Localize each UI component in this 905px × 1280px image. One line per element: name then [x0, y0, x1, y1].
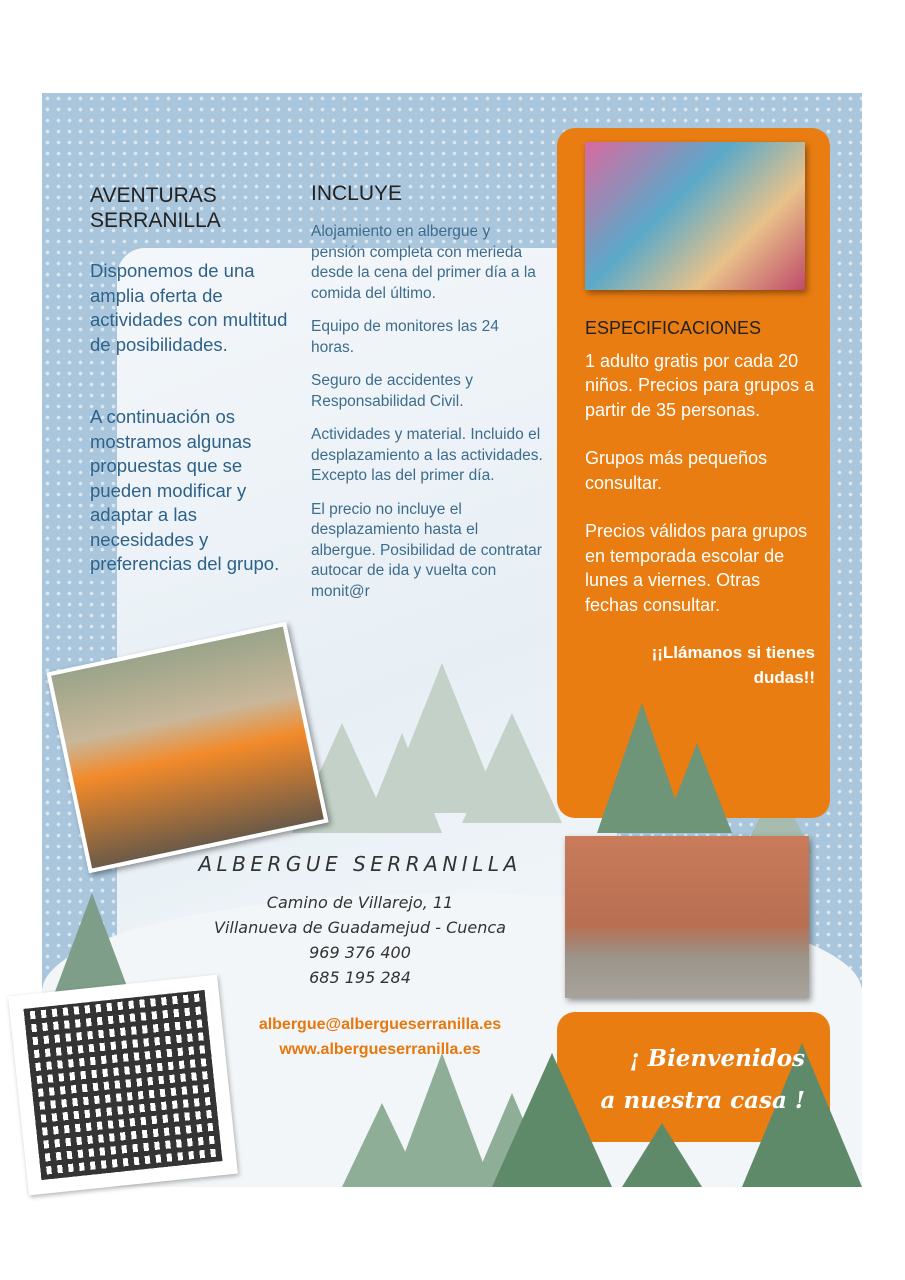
- contact-block: [150, 852, 570, 990]
- phone-1: 969 376 400: [309, 943, 411, 962]
- email-link[interactable]: albergue@albergueserranilla.es: [258, 1016, 502, 1033]
- intro-text: Disponemos de una amplia oferta de actividades con multitud de posibilidades.: [90, 260, 288, 355]
- includes-column: [311, 181, 546, 615]
- adventures-title: AVENTURAS SERRANILLA: [90, 184, 221, 232]
- website-link[interactable]: www.albergueserranilla.es: [279, 1041, 481, 1058]
- welcome-line-2: a nuestra casa !: [600, 1087, 805, 1114]
- include-item: Actividades y material. Incluido el desplazamiento a las actividades. Excepto las del primer día.: [311, 426, 543, 484]
- address-town: Villanueva de Guadamejud - Cuenca: [214, 918, 506, 937]
- call-us-text: ¡¡Llámanos si tienes dudas!!: [651, 643, 815, 687]
- qr-pattern-icon: [24, 990, 223, 1180]
- include-item: El precio no incluye el desplazamiento hasta el albergue. Posibilidad de contratar autocar de ida y vuelta con monit@r: [311, 500, 542, 600]
- links-block: [215, 1012, 545, 1062]
- include-item: Alojamiento en albergue y pensión completa con merieda desde la cena del primer día a la comida del último.: [311, 223, 536, 302]
- proposals-text: A continuación os mostramos algunas propuestas que se pueden modificar y adaptar a las necesidades y preferencias del grupo.: [90, 406, 280, 574]
- hostel-name: ALBERGUE SERRANILLA: [198, 852, 522, 876]
- address-street: Camino de Villarejo, 11: [266, 893, 454, 912]
- welcome-text: [565, 1038, 805, 1122]
- hostel-entrance-photo: [565, 836, 809, 998]
- phone-2: 685 195 284: [309, 968, 411, 987]
- include-item: Equipo de monitores las 24 horas.: [311, 318, 499, 356]
- specs-season: Precios válidos para grupos en temporada escolar de lunes a viernes. Otras fechas consultar.: [585, 521, 808, 615]
- specs-groups: 1 adulto gratis por cada 20 niños. Precios para grupos a partir de 35 personas.: [585, 350, 815, 420]
- welcome-line-1: ¡ Bienvenidos: [629, 1045, 805, 1072]
- qr-code[interactable]: [8, 975, 238, 1196]
- include-item: Seguro de accidentes y Responsabilidad Civil.: [311, 372, 473, 410]
- specs-small-groups: Grupos más pequeños consultar.: [585, 448, 768, 493]
- left-column: [90, 183, 290, 577]
- specs-title: ESPECIFICACIONES: [585, 318, 762, 338]
- includes-title: INCLUYE: [311, 182, 403, 205]
- kids-group-photo: [585, 142, 805, 290]
- specs-column: [585, 316, 815, 690]
